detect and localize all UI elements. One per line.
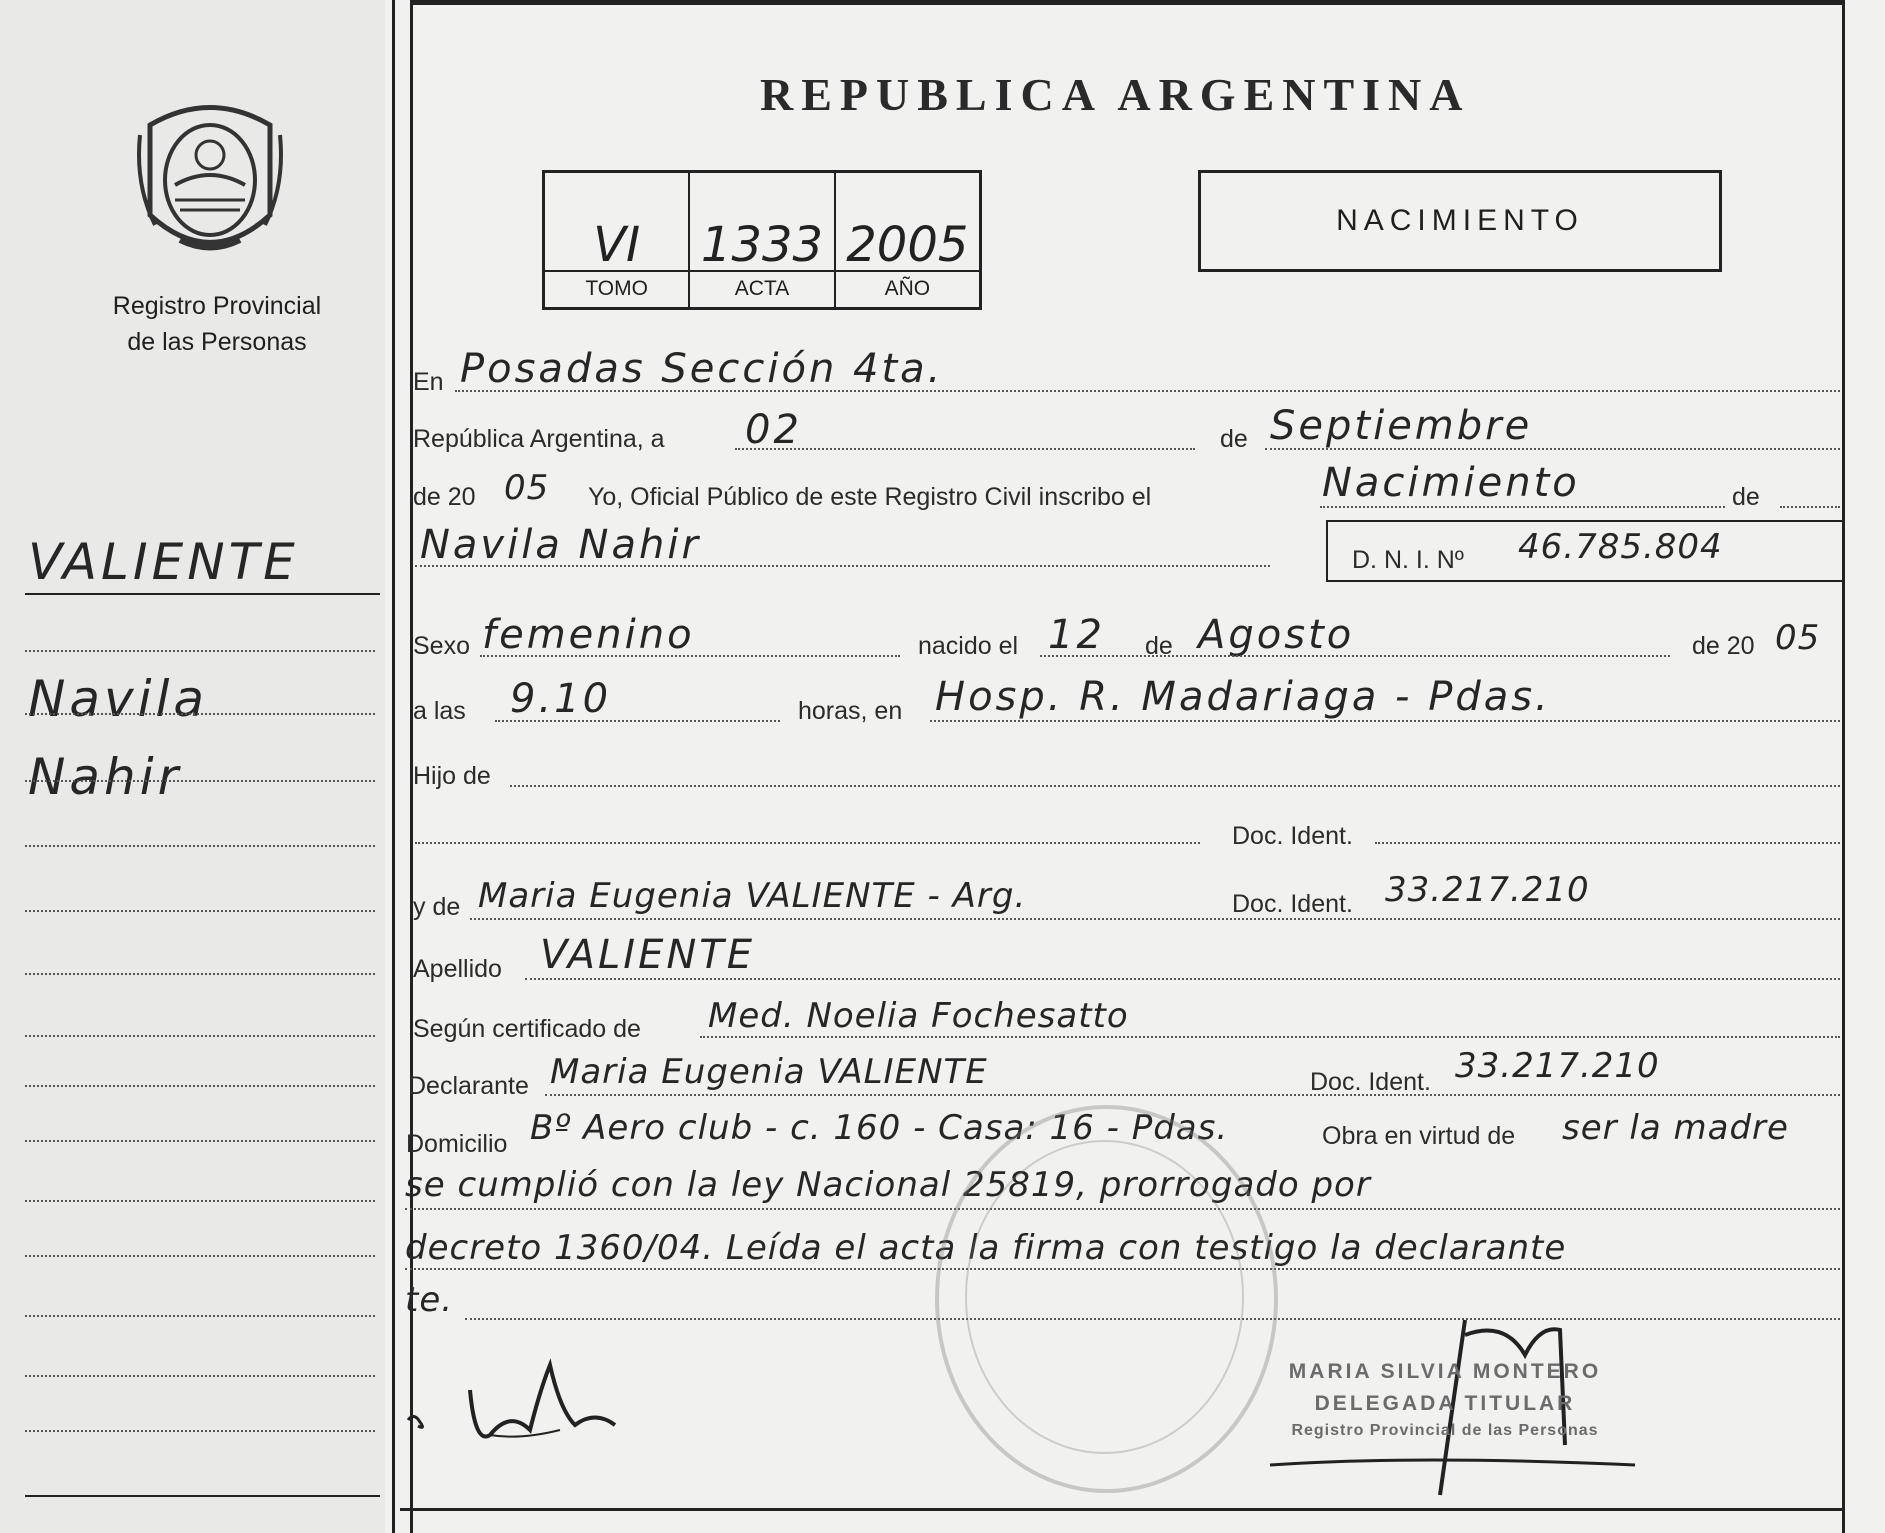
declarant-value: Maria Eugenia VALIENTE — [550, 1052, 988, 1092]
child-name-rule — [415, 565, 1270, 567]
mother-doc-value: 33.217.210 — [1385, 870, 1590, 910]
sidebar-rule — [25, 1085, 375, 1087]
declarante-label: Declarante — [408, 1072, 529, 1100]
sidebar-rule — [25, 1200, 375, 1202]
sidebar-rule — [25, 713, 375, 715]
sidebar-bottom-rule — [25, 1495, 380, 1497]
father-name-rule — [415, 842, 1200, 844]
acta-value: 1333 — [700, 217, 824, 273]
record-box — [542, 170, 982, 310]
birth-place-value: Hosp. R. Madariaga - Pdas. — [935, 674, 1551, 720]
child-name-value: Navila Nahir — [420, 522, 701, 568]
surname-rule — [525, 978, 1840, 980]
anio-cell — [836, 173, 979, 307]
de-label-3: de — [1145, 632, 1173, 660]
alas-label: a las — [413, 697, 466, 725]
sidebar-surname: VALIENTE — [28, 533, 299, 591]
sidebar-given-name-1: Navila — [28, 670, 209, 728]
de-label-1: de — [1220, 425, 1248, 453]
republica-label: República Argentina, a — [413, 425, 665, 453]
tomo-value: VI — [593, 217, 641, 273]
surname-value: VALIENTE — [540, 932, 755, 978]
en-label: En — [413, 368, 444, 396]
sidebar-rule — [25, 780, 375, 782]
sidebar-divider — [25, 593, 380, 595]
sidebar-rule — [25, 1375, 375, 1377]
place-value: Posadas Sección 4ta. — [460, 346, 944, 392]
day-value: 02 — [745, 407, 802, 453]
horas-label: horas, en — [798, 697, 903, 725]
anio-label: AÑO — [836, 270, 979, 301]
apellido-label: Apellido — [413, 955, 502, 983]
sidebar-rule — [25, 1315, 375, 1317]
act-rule-end — [1780, 506, 1840, 508]
note-line-3: te. — [405, 1280, 454, 1320]
mother-name-value: Maria Eugenia VALIENTE - Arg. — [478, 876, 1027, 916]
sex-value: femenino — [482, 612, 695, 658]
certificate-value: Med. Noelia Fochesatto — [708, 996, 1129, 1036]
act-rule — [1320, 506, 1725, 508]
birth-time-value: 9.10 — [510, 676, 612, 722]
day-rule — [735, 448, 1195, 450]
note-line-2: decreto 1360/04. Leída el acta la firma con testigo la declarante — [405, 1228, 1567, 1268]
domicilio-label: Domicilio — [406, 1130, 508, 1158]
tomo-cell — [545, 173, 690, 307]
dni-value: 46.785.804 — [1518, 527, 1723, 567]
dni-label: D. N. I. Nº — [1352, 546, 1464, 574]
sidebar-border — [392, 0, 395, 1533]
frame-right — [1842, 0, 1845, 1533]
sidebar-rule — [25, 910, 375, 912]
doc-label-father: Doc. Ident. — [1232, 822, 1353, 850]
acta-label: ACTA — [690, 270, 833, 301]
declarant-doc-value: 33.217.210 — [1455, 1046, 1660, 1086]
birth-year-suffix-value: 05 — [1775, 618, 1821, 658]
act-name-value: Nacimiento — [1322, 460, 1580, 506]
frame-bottom — [400, 1508, 1845, 1511]
sex-rule — [480, 655, 900, 657]
record-type-box: NACIMIENTO — [1198, 170, 1722, 272]
sidebar-rule — [25, 1430, 375, 1432]
tomo-label: TOMO — [545, 270, 688, 301]
sexo-label: Sexo — [413, 632, 470, 660]
sidebar-rule — [25, 1140, 375, 1142]
sidebar-given-name-2: Nahir — [28, 748, 183, 806]
official-name: MARIA SILVIA MONTERO — [1288, 1360, 1602, 1383]
official-stamp-inner — [965, 1140, 1244, 1454]
yo-text: Yo, Oficial Público de este Registro Civil inscribo el — [588, 483, 1152, 511]
birth-rule — [1040, 655, 1670, 657]
birth-day-value: 12 — [1048, 612, 1105, 658]
page-title: REPUBLICA ARGENTINA — [760, 69, 1471, 120]
sidebar-rule — [25, 1255, 375, 1257]
month-value: Septiembre — [1270, 403, 1533, 449]
official-office: Registro Provincial de las Personas — [1291, 1422, 1599, 1439]
declarant-signature — [400, 1350, 630, 1460]
time-rule — [495, 720, 780, 722]
month-rule — [1265, 448, 1840, 450]
birth-month-value: Agosto — [1198, 612, 1355, 658]
hijo-label: Hijo de — [413, 762, 491, 790]
official-title: DELEGADA TITULAR — [1314, 1392, 1576, 1415]
mother-rule — [470, 918, 1840, 920]
sidebar-rule — [25, 845, 375, 847]
place-rule — [455, 390, 1840, 392]
sidebar-rule — [25, 650, 375, 652]
de-label-2: de — [1732, 483, 1760, 511]
note-line-1: se cumplió con la ley Nacional 25819, prorrogado por — [405, 1165, 1371, 1205]
declarant-rule — [545, 1094, 1840, 1096]
doc-label-mother: Doc. Ident. — [1232, 890, 1353, 918]
acta-cell — [690, 173, 835, 307]
registry-name: Registro Provincial de las Personas — [112, 292, 322, 356]
certificate-rule — [700, 1036, 1840, 1038]
address-value: Bº Aero club - c. 160 - Casa: 16 - Pdas. — [530, 1108, 1229, 1148]
doc-label-declarant: Doc. Ident. — [1310, 1068, 1431, 1096]
de20-label: de 20 — [413, 483, 476, 511]
anio-value: 2005 — [846, 217, 969, 273]
segun-label: Según certificado de — [413, 1015, 641, 1043]
father-rule — [510, 785, 1840, 787]
obra-label: Obra en virtud de — [1322, 1122, 1516, 1150]
yde-label: y de — [413, 893, 461, 921]
obra-value: ser la madre — [1562, 1108, 1789, 1148]
place-birth-rule — [930, 720, 1840, 722]
nacido-label: nacido el — [918, 632, 1019, 660]
year-suffix-value: 05 — [504, 468, 550, 508]
father-doc-rule — [1375, 842, 1840, 844]
coat-of-arms-icon — [130, 95, 290, 265]
de20-label-2: de 20 — [1692, 632, 1755, 660]
frame-top — [410, 0, 1845, 5]
sidebar-rule — [25, 1035, 375, 1037]
sidebar-rule — [25, 973, 375, 975]
